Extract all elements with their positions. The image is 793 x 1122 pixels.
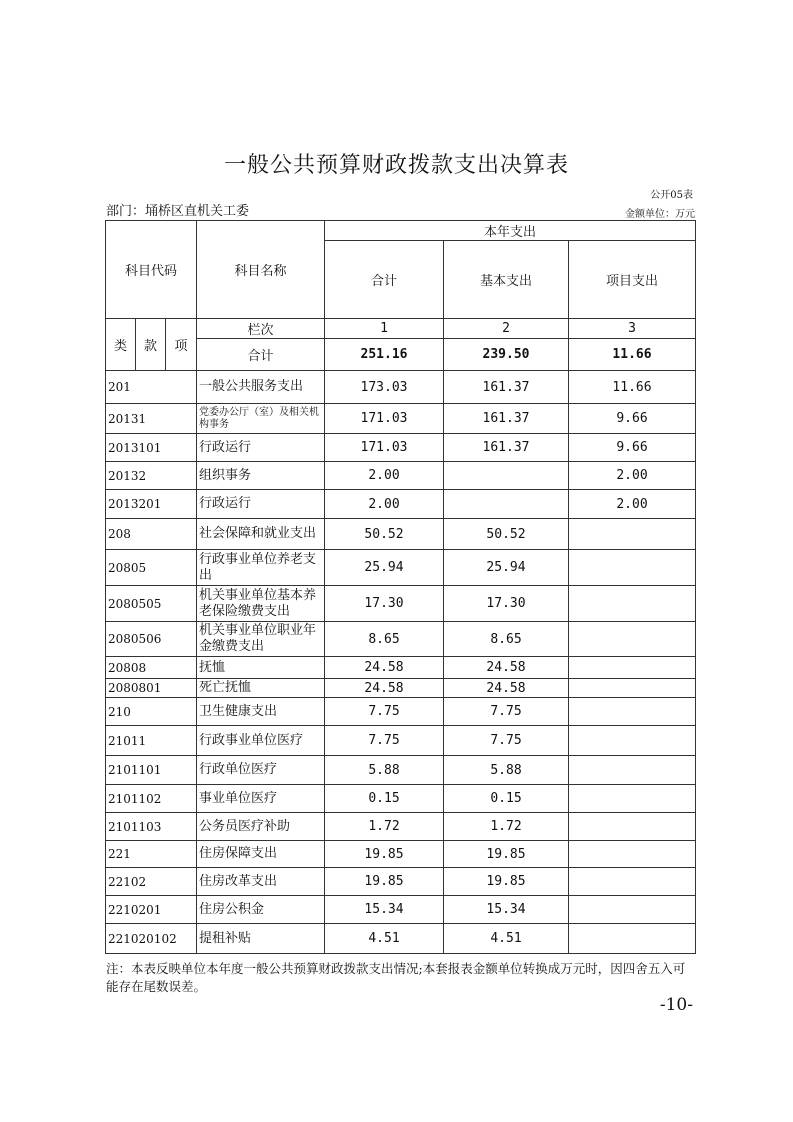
row-project [569, 550, 696, 586]
row-project [569, 586, 696, 622]
row-code: 208 [106, 519, 197, 550]
header-code: 科目代码 [106, 221, 197, 319]
table-row [106, 404, 696, 434]
row-total: 171.03 [325, 434, 444, 462]
row-code: 210 [106, 698, 197, 726]
row-name: 住房保障支出 [197, 841, 325, 868]
header-current-year: 本年支出 [325, 221, 696, 241]
row-code: 2101101 [106, 756, 197, 785]
table-row [106, 434, 696, 462]
form-number: 公开05表 [650, 190, 693, 201]
row-name: 行政运行 [197, 434, 325, 462]
row-basic: 0.15 [444, 785, 569, 813]
row-code: 221 [106, 841, 197, 868]
unit-label: 金额单位：万元 [625, 209, 695, 220]
row-name: 住房公积金 [197, 896, 325, 924]
row-basic [444, 462, 569, 490]
row-basic: 8.65 [444, 622, 569, 657]
row-total: 173.03 [325, 371, 444, 404]
row-basic: 4.51 [444, 924, 569, 954]
row-name: 死亡抚恤 [197, 679, 325, 698]
header-project: 项目支出 [569, 241, 696, 319]
expenditure-table [105, 220, 696, 954]
row-project [569, 622, 696, 657]
row-basic: 25.94 [444, 550, 569, 586]
row-code: 20131 [106, 404, 197, 434]
row-name: 行政事业单位医疗 [197, 726, 325, 756]
row-total: 4.51 [325, 924, 444, 954]
row-name: 行政单位医疗 [197, 756, 325, 785]
row-code: 2080801 [106, 679, 197, 698]
table-row [106, 726, 696, 756]
row-basic: 7.75 [444, 698, 569, 726]
column-number-1: 1 [325, 319, 444, 339]
row-project [569, 698, 696, 726]
table-row [106, 622, 696, 657]
row-code: 22102 [106, 868, 197, 896]
table-row [106, 756, 696, 785]
row-project: 11.66 [569, 371, 696, 404]
sum-total: 251.16 [325, 339, 444, 371]
row-project [569, 679, 696, 698]
department-label: 部门：埇桥区直机关工委 [106, 204, 250, 219]
header-name: 科目名称 [197, 221, 325, 319]
row-project: 9.66 [569, 404, 696, 434]
row-code: 20805 [106, 550, 197, 586]
row-total: 7.75 [325, 698, 444, 726]
table-row [106, 490, 696, 519]
header-total: 合计 [325, 241, 444, 319]
sum-project: 11.66 [569, 339, 696, 371]
row-project [569, 841, 696, 868]
row-total: 24.58 [325, 679, 444, 698]
row-total: 0.15 [325, 785, 444, 813]
row-total: 7.75 [325, 726, 444, 756]
row-basic: 161.37 [444, 371, 569, 404]
table-row [106, 698, 696, 726]
row-project [569, 756, 696, 785]
row-code: 21011 [106, 726, 197, 756]
row-total: 17.30 [325, 586, 444, 622]
column-row-label: 栏次 [197, 319, 325, 339]
row-name: 社会保障和就业支出 [197, 519, 325, 550]
row-name: 组织事务 [197, 462, 325, 490]
row-total: 1.72 [325, 813, 444, 841]
column-number-3: 3 [569, 319, 696, 339]
table-row [106, 462, 696, 490]
footnote: 注：本表反映单位本年度一般公共预算财政拨款支出情况;本套报表金额单位转换成万元时，因四舍五入可能存在尾数误差。 [106, 961, 686, 994]
row-name: 行政运行 [197, 490, 325, 519]
table-row [106, 896, 696, 924]
row-total: 50.52 [325, 519, 444, 550]
table-row [106, 868, 696, 896]
row-basic: 19.85 [444, 868, 569, 896]
row-project [569, 785, 696, 813]
row-total: 2.00 [325, 462, 444, 490]
table-row [106, 841, 696, 868]
row-code: 201 [106, 371, 197, 404]
row-project [569, 657, 696, 679]
page-number: -10- [659, 995, 693, 1015]
row-total: 19.85 [325, 841, 444, 868]
row-basic: 17.30 [444, 586, 569, 622]
row-total: 19.85 [325, 868, 444, 896]
row-total: 2.00 [325, 490, 444, 519]
row-code: 2101102 [106, 785, 197, 813]
sum-basic: 239.50 [444, 339, 569, 371]
row-basic: 50.52 [444, 519, 569, 550]
table-row [106, 550, 696, 586]
row-project: 9.66 [569, 434, 696, 462]
row-basic: 161.37 [444, 434, 569, 462]
row-basic: 24.58 [444, 679, 569, 698]
page-title: 一般公共预算财政拨款支出决算表 [223, 153, 569, 178]
table-row [106, 679, 696, 698]
table-row [106, 785, 696, 813]
row-project [569, 726, 696, 756]
row-name: 住房改革支出 [197, 868, 325, 896]
row-code: 2210201 [106, 896, 197, 924]
row-code: 2013101 [106, 434, 197, 462]
table-row [106, 586, 696, 622]
row-project [569, 813, 696, 841]
row-basic: 24.58 [444, 657, 569, 679]
row-name: 事业单位医疗 [197, 785, 325, 813]
row-total: 5.88 [325, 756, 444, 785]
row-basic: 161.37 [444, 404, 569, 434]
row-basic [444, 490, 569, 519]
table-row [106, 519, 696, 550]
row-project [569, 924, 696, 954]
row-code: 2101103 [106, 813, 197, 841]
column-number-2: 2 [444, 319, 569, 339]
table-row [106, 657, 696, 679]
header-basic: 基本支出 [444, 241, 569, 319]
row-total: 171.03 [325, 404, 444, 434]
row-name: 机关事业单位职业年金缴费支出 [197, 622, 325, 657]
row-total: 8.65 [325, 622, 444, 657]
row-project [569, 896, 696, 924]
row-basic: 5.88 [444, 756, 569, 785]
row-name: 公务员医疗补助 [197, 813, 325, 841]
header-kuan: 款 [136, 319, 166, 371]
row-code: 2080506 [106, 622, 197, 657]
table-row [106, 813, 696, 841]
row-code: 221020102 [106, 924, 197, 954]
row-name: 党委办公厅（室）及相关机构事务 [197, 404, 325, 434]
header-lei: 类 [106, 319, 136, 371]
row-basic: 7.75 [444, 726, 569, 756]
row-code: 2013201 [106, 490, 197, 519]
row-code: 20808 [106, 657, 197, 679]
sum-label: 合计 [197, 339, 325, 371]
row-code: 20132 [106, 462, 197, 490]
row-name: 一般公共服务支出 [197, 371, 325, 404]
row-project: 2.00 [569, 462, 696, 490]
row-total: 24.58 [325, 657, 444, 679]
table-row [106, 371, 696, 404]
row-project [569, 519, 696, 550]
row-code: 2080505 [106, 586, 197, 622]
row-name: 提租补贴 [197, 924, 325, 954]
row-name: 卫生健康支出 [197, 698, 325, 726]
row-total: 15.34 [325, 896, 444, 924]
row-name: 机关事业单位基本养老保险缴费支出 [197, 586, 325, 622]
row-basic: 15.34 [444, 896, 569, 924]
row-basic: 19.85 [444, 841, 569, 868]
row-project [569, 868, 696, 896]
row-project: 2.00 [569, 490, 696, 519]
header-xiang: 项 [166, 319, 197, 371]
row-name: 行政事业单位养老支出 [197, 550, 325, 586]
row-total: 25.94 [325, 550, 444, 586]
row-name: 抚恤 [197, 657, 325, 679]
table-row [106, 924, 696, 954]
row-basic: 1.72 [444, 813, 569, 841]
